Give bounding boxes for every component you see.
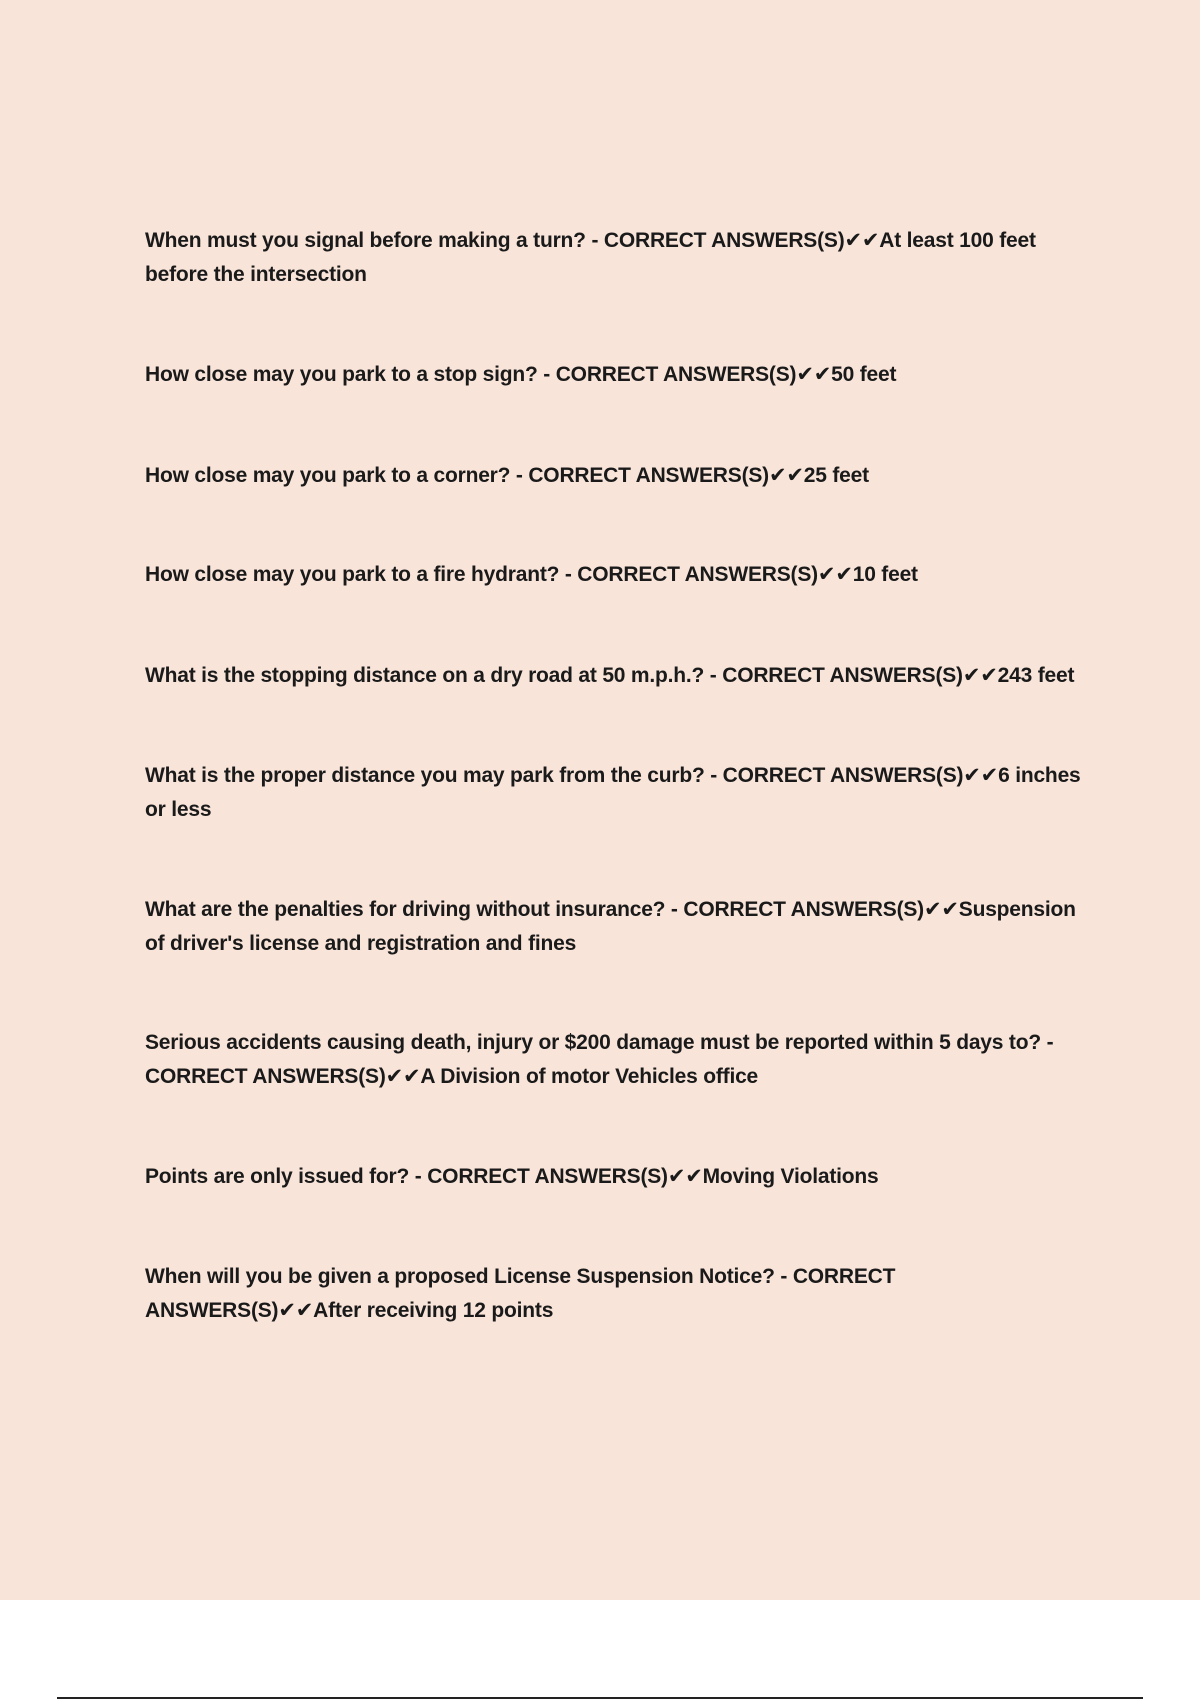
qa-item-10: When will you be given a proposed License Suspension Notice? - CORRECT ANSWERS(S)✔✔After receiving 12 points <box>145 1265 896 1322</box>
qa-item-4: How close may you park to a fire hydrant? - CORRECT ANSWERS(S)✔✔10 feet <box>145 563 918 586</box>
qa-item-3: How close may you park to a corner? - CORRECT ANSWERS(S)✔✔25 feet <box>145 464 869 487</box>
qa-item-7: What are the penalties for driving without insurance? - CORRECT ANSWERS(S)✔✔Suspension of driver's license and registration and fines <box>145 898 1076 955</box>
qa-item-8: Serious accidents causing death, injury or $200 damage must be reported within 5 days to? - CORRECT ANSWERS(S)✔✔A Division of motor Vehicles office <box>145 1031 1054 1088</box>
footer-divider <box>57 1697 1143 1699</box>
qa-item-2: How close may you park to a stop sign? - CORRECT ANSWERS(S)✔✔50 feet <box>145 363 897 386</box>
qa-item-1: When must you signal before making a turn? - CORRECT ANSWERS(S)✔✔At least 100 feet before the intersection <box>145 229 1036 286</box>
qa-item-9: Points are only issued for? - CORRECT ANSWERS(S)✔✔Moving Violations <box>145 1165 879 1188</box>
qa-item-6: What is the proper distance you may park from the curb? - CORRECT ANSWERS(S)✔✔6 inches or less <box>145 764 1081 821</box>
qa-item-5: What is the stopping distance on a dry road at 50 m.p.h.? - CORRECT ANSWERS(S)✔✔243 feet <box>145 664 1075 687</box>
